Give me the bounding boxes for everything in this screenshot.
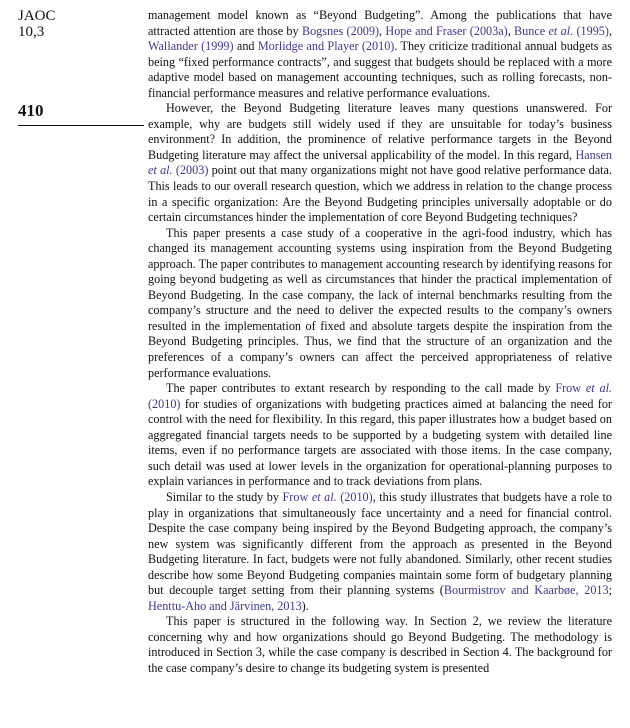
citation-link[interactable]: Bourmistrov and Kaarbøe, 2013 xyxy=(443,583,609,598)
body-text xyxy=(148,8,612,677)
paragraph-2: However, the Beyond Budgeting literature leaves many questions unanswered. For example, why are budgets still widely used if they are unsuitable for today’s business environment? In addition, the prominence of relative performance targets in the Beyond Budgeting literature may affect the universal applicability of the model. In this regard, Hansen et al. (2003) point out that many organizations might not have good relative performance data. This leads to our overall research question, which we address in relation to the change process in a specific organization: Are the Beyond Budgeting principles universally adoptable or do certain circumstances hinder the implementation of core Beyond Budgeting techniques? xyxy=(148,101,612,225)
margin-rule xyxy=(18,125,144,126)
paragraph-5: Similar to the study by Frow et al. (2010), this study illustrates that budgets have a role to play in organizations that simultaneously face uncertainty and a need for financial control. Despite the case company being inspired by the Beyond Budgeting approach, the company’s new system was significantly different from the approach as presented in the Beyond Budgeting literature. In fact, budgets were not fully abandoned. Similarly, other recent studies describe how some Beyond Budgeting companies maintain some form of budgetary planning but decouple target setting from their planning systems (Bourmistrov and Kaarbøe, 2013; Henttu-Aho and Järvinen, 2013). xyxy=(148,489,612,613)
citation-link[interactable]: Henttu-Aho and Järvinen, 2013 xyxy=(148,598,302,613)
citation-link[interactable]: Frow et al. (2010) xyxy=(148,381,613,411)
journal-abbrev: JAOC xyxy=(18,8,56,24)
paragraph-4: The paper contributes to extant research by responding to the call made by Frow et al. (2010) for studies of organizations with budgeting practices aimed at balancing the need for control with the need for flexibility. In this regard, this paper illustrates how a budget based on aggregated financial targets needs to be supported by a budgeting system with detailed line items, even if no performance targets are associated with those items. In the case company, such detail was used at lower levels in the organization for operational-planning purposes to explain variances in performance and to track deviations from plans. xyxy=(148,381,613,489)
paragraph-6: This paper is structured in the following way. In Section 2, we review the literature concerning why and how organizations should go Beyond Budgeting. The methodology is introduced in Section 3, while the case company is described in Section 4. The background for the case company’s desire to change its budgeting system is presented xyxy=(148,614,612,675)
citation-link[interactable]: Hansen et al. (2003) xyxy=(148,147,612,178)
citation-link[interactable]: Bogsnes (2009) xyxy=(301,23,380,38)
citation-link[interactable]: Frow et al. (2010) xyxy=(282,489,373,504)
page-margin xyxy=(18,8,148,120)
citation-link[interactable]: Hope and Fraser (2003a) xyxy=(385,23,508,38)
paragraph-1: management model known as “Beyond Budgeting”. Among the publications that have attracted attention are those by Bogsnes (2009), Hope and Fraser (2003a), Bunce et al. (1995), Wallander (1999) and Morlidge and Player (2010). They criticize traditional annual budgets as being “fixed performance contracts”, and suggest that budgets should be replaced with a more adaptive model based on management accounting techniques, such as rolling forecasts, non-financial performance measures and relative performance evaluations. xyxy=(148,8,612,100)
page-number: 410 xyxy=(18,101,44,120)
volume-issue: 10,3 xyxy=(18,24,45,40)
citation-link[interactable]: Bunce et al. (1995) xyxy=(514,23,609,38)
paragraph-3: This paper presents a case study of a cooperative in the agri-food industry, which has changed its management accounting systems using inspiration from the Beyond Budgeting approach. The paper contributes to management accounting research by identifying reasons for going beyond budgeting as well as circumstances that hinder the practical implementation of Beyond Budgeting. In the case company, the lack of internal benchmarks resulting from the company’s structure and the need to deliver the expected results to the company’s owners resulted in the implementation of fixed and absolute targets despite the inspiration from the Beyond Budgeting principles. Thus, we find that the structure of an organization and the preferences of a company’s owners can affect the perceived appropriateness of relative performance evaluations. xyxy=(148,225,612,380)
citation-link[interactable]: Morlidge and Player (2010) xyxy=(257,39,395,54)
citation-link[interactable]: Wallander (1999) xyxy=(148,39,234,54)
